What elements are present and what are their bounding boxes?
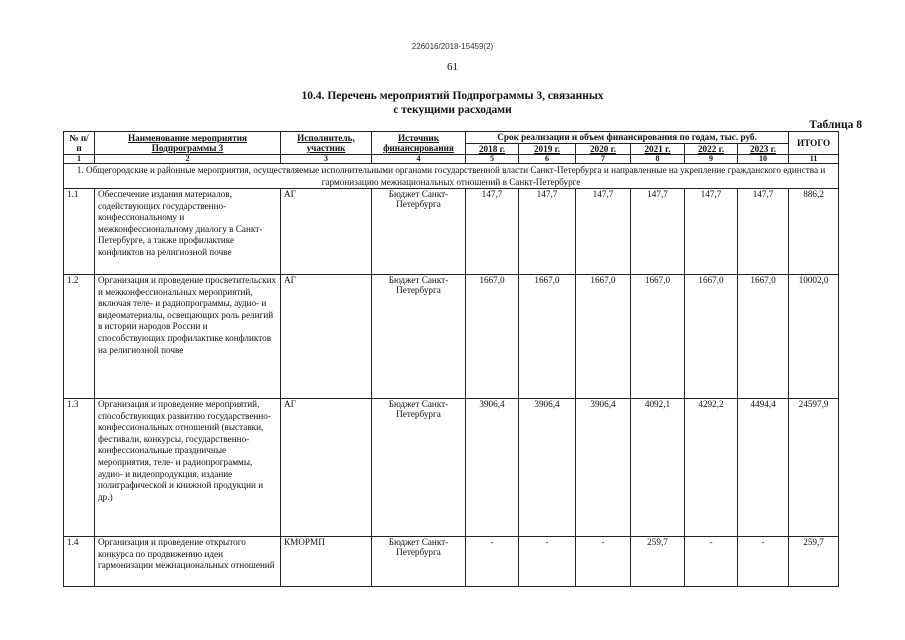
executor: АГ [281, 275, 372, 399]
value-2020: 147,7 [576, 189, 631, 275]
section-heading-row [64, 164, 839, 189]
column-number: 5 [466, 155, 519, 164]
value-2021: 4092,1 [631, 399, 685, 537]
value-2022: 4292,2 [685, 399, 738, 537]
col-source-header: Источник финансирования [372, 132, 466, 155]
column-number-row [64, 155, 839, 164]
value-2023: 1667,0 [738, 275, 789, 399]
total-value: 24597,9 [789, 399, 839, 537]
column-number: 4 [372, 155, 466, 164]
column-number: 6 [519, 155, 576, 164]
section-heading: 1. Общегородские и районные мероприятия, осуществляемые исполнительными органами государственной власти Санкт-Петербурга и направленные на укрепление гражданского единства и гармонизацию межнациональных отношений в Санкт-Петербурге [64, 164, 839, 189]
column-number: 10 [738, 155, 789, 164]
funding-source: Бюджет Санкт-Петербурга [372, 189, 466, 275]
value-2023: - [738, 537, 789, 587]
header-row-1 [64, 132, 839, 144]
funding-source: Бюджет Санкт-Петербурга [372, 537, 466, 587]
value-2021: 259,7 [631, 537, 685, 587]
column-number: 2 [95, 155, 281, 164]
row-number: 1.2 [64, 275, 95, 399]
activity-name: Обеспечение издания материалов, содействующих государственно-конфессиональному и межконфессиональному диалогу в Санкт-Петербурге, а также профилактике конфликтов на религиозной почве [95, 189, 281, 275]
value-2020: 1667,0 [576, 275, 631, 399]
section-title-line-2: с текущими расходами [393, 104, 512, 116]
table-row [64, 399, 839, 537]
year-header: 2023 г. [738, 143, 789, 155]
section-title [0, 89, 905, 117]
activity-name: Организация и проведение открытого конкурса по продвижению идеи гармонизации межнациональных отношений [95, 537, 281, 587]
col-total-header: ИТОГО [789, 132, 839, 155]
value-2018: 1667,0 [466, 275, 519, 399]
value-2019: 1667,0 [519, 275, 576, 399]
value-2022: 1667,0 [685, 275, 738, 399]
total-value: 259,7 [789, 537, 839, 587]
table-row [64, 537, 839, 587]
value-2021: 147,7 [631, 189, 685, 275]
value-2019: 3906,4 [519, 399, 576, 537]
col-period-header: Срок реализации и объем финансирования по годам, тыс. руб. [466, 132, 789, 144]
value-2022: 147,7 [685, 189, 738, 275]
column-number: 9 [685, 155, 738, 164]
row-number: 1.1 [64, 189, 95, 275]
activity-name: Организация и проведение просветительских и межконфессиональных мероприятий, включая теле- и радиопрограммы, аудио- и видеоматериалы, освещающих роль религий в истории народов России и способствующих профилактике конфликтов на религиозной почве [95, 275, 281, 399]
value-2018: - [466, 537, 519, 587]
value-2018: 147,7 [466, 189, 519, 275]
table-row [64, 275, 839, 399]
executor: АГ [281, 189, 372, 275]
year-header: 2018 г. [466, 143, 519, 155]
activity-name: Организация и проведение мероприятий, способствующих развитию государственно-конфессиональных отношений (выставки, фестивали, конкурсы, государственно-конфессиональные праздничные мероприятия, теле- и радиопрограммы, аудио- и видеопродукция, издание полиграфической и книжной продукции и др.) [95, 399, 281, 537]
table-label: Таблица 8 [809, 119, 862, 131]
column-number: 8 [631, 155, 685, 164]
year-header: 2021 г. [631, 143, 685, 155]
column-number: 1 [64, 155, 95, 164]
col-executor-header: Исполнитель, участник [281, 132, 372, 155]
page-number: 61 [447, 61, 458, 73]
value-2021: 1667,0 [631, 275, 685, 399]
value-2018: 3906,4 [466, 399, 519, 537]
value-2020: 3906,4 [576, 399, 631, 537]
column-number: 3 [281, 155, 372, 164]
value-2023: 4494,4 [738, 399, 789, 537]
value-2022: - [685, 537, 738, 587]
row-number: 1.3 [64, 399, 95, 537]
value-2019: - [519, 537, 576, 587]
table-row [64, 189, 839, 275]
activities-table [63, 131, 839, 587]
column-number: 7 [576, 155, 631, 164]
column-number: 11 [789, 155, 839, 164]
executor: АГ [281, 399, 372, 537]
year-header: 2020 г. [576, 143, 631, 155]
year-header: 2019 г. [519, 143, 576, 155]
col-name-header: Наименование мероприятия Подпрограммы 3 [95, 132, 281, 155]
row-number: 1.4 [64, 537, 95, 587]
document-id: 226016/2018-15459(2) [411, 42, 494, 51]
total-value: 886,2 [789, 189, 839, 275]
funding-source: Бюджет Санкт-Петербурга [372, 275, 466, 399]
value-2020: - [576, 537, 631, 587]
executor: КМОРМП [281, 537, 372, 587]
value-2019: 147,7 [519, 189, 576, 275]
year-header: 2022 г. [685, 143, 738, 155]
col-num-header: № п/п [64, 132, 95, 155]
value-2023: 147,7 [738, 189, 789, 275]
funding-source: Бюджет Санкт-Петербурга [372, 399, 466, 537]
total-value: 10002,0 [789, 275, 839, 399]
section-title-line-1: 10.4. Перечень мероприятий Подпрограммы 3, связанных [301, 90, 604, 102]
